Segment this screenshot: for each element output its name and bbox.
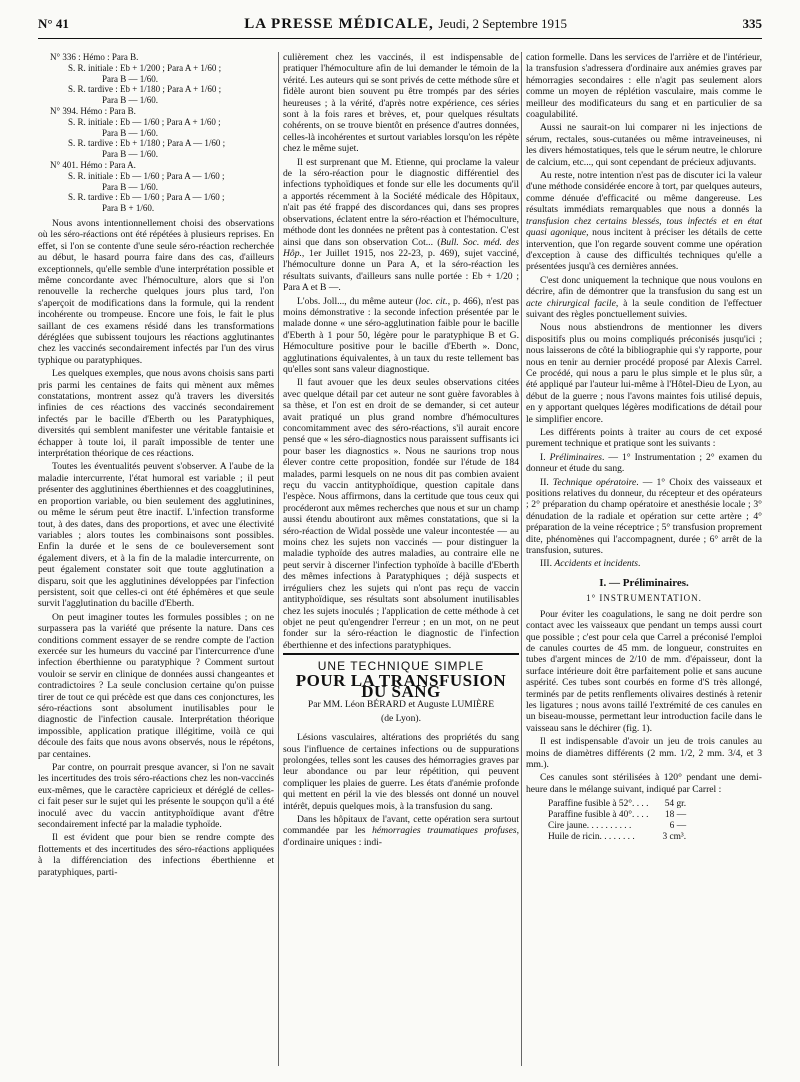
- paragraph: [283, 157, 519, 294]
- outline-item: [526, 452, 762, 475]
- citation: loc. cit.: [418, 295, 448, 307]
- table-row: [548, 810, 690, 821]
- paragraph: [283, 296, 519, 376]
- text-run: . — 1° Choix des vaisseaux et positions relatives du donneur, du récepteur et des opérateurs ; 2° préparation du champ opératoire et anesthésie locale ; 3° dénudation de la radiale et opération sur cette artère ; 4° préparation de la veine réceptrice ; 5° transfusion proprement dite, phénomènes qui l'accompagnent, durée ; 6° arrêt de la transfusion, sutures.: [526, 476, 762, 557]
- emphasis: Préliminaires: [549, 451, 602, 463]
- paragraph: Ces canules sont stérilisées à 120° pendant une demi-heure dans le mélange suivant, indiqué par Carrel :: [526, 772, 762, 795]
- text-run: Au reste, notre intention n'est pas de discuter ici la valeur d'une méthode considérée encore à tort, par quelques auteurs, comme dénuée d'efficacité ou même dangereuse. Les résultats immédiats remarquables que nous a donnés la: [526, 170, 762, 216]
- citation: Bull. Soc. méd. des Hôp.: [283, 236, 519, 259]
- page-number: 335: [742, 16, 762, 31]
- emphasis: acte chirurgical facile: [526, 297, 616, 309]
- article-place: (de Lyon).: [381, 712, 421, 724]
- ingredient: Huile de ricin. . . . . . . .: [548, 832, 635, 843]
- emphasis: transfusion chez certains blessés, tous infectés et en état quasi agonique: [526, 215, 762, 239]
- column-1: [38, 52, 274, 880]
- paragraph: Les quelques exemples, que nous avons choisis sans parti pris parmi les centaines de faits qui mènent aux mêmes constatations, montrent assez qu'à travers les diversités infinies de ces réactions des vaccinés secondairement infectés par le bacille d'Eberth ou les Paratyphiques, diversités qui semblent manifester une véritable fantaisie et échapper à toute loi, il paraît impossible de tenter une interprétation théorique de ces réactions.: [38, 368, 274, 460]
- emphasis: Accidents et incidents: [554, 558, 639, 570]
- observation-line: S. R. initiale : Eb — 1/60 ; Para A — 1/60 ;: [68, 170, 225, 181]
- subsection-heading: 1° INSTRUMENTATION.: [586, 593, 702, 604]
- emphasis: hémorragies traumatiques profuses: [372, 825, 517, 837]
- paragraph: Toutes les éventualités peuvent s'observer. A l'aube de la maladie intercurrente, l'état humoral est variable ; il peut présenter des agglutinines éberthiennes et des coagglutinines, en proportion variable, ou bien seulement des agglutinines, ou même le sérum peut être inactif. L'infection transforme tout, à des dates, dans des proportions, et avec une électivité variables ; alors toutes les combinaisons sont possibles. Enfin la durée et le sens de ce bouleversement sont également divers, et à la fin de la maladie intercurrente, on peut également constater soit que toute agglutination a disparu, soit que les agglutinines développées par l'infection persistent, soit que celles-ci ont été éphémères et que seule survit l'agglutination du bacille d'Eberth.: [38, 461, 274, 610]
- observation-line: Para B + 1/60.: [102, 203, 155, 214]
- paragraph: Les différents points à traiter au cours de cet exposé purement technique et pratique sont les suivants :: [526, 427, 762, 450]
- column-rule: [521, 52, 522, 1066]
- column-rule: [278, 52, 279, 1066]
- issue-date: Jeudi, 2 Septembre 1915: [438, 16, 568, 31]
- paragraph: Pour éviter les coagulations, le sang ne doit perdre son contact avec les vaisseaux que pendant un temps aussi court que possible ; c'est pour cela que Carrel a préconisé l'emploi de canules courtes de 45 mm. de longueur, construites en tubes d'argent minces de 2/10 de mm. d'épaisseur, dont la surface intérieure doit être parfaitement polie et sans aucune aspérité. Ces tubes sont courbés en forme d'S très allongé, terminés par de petits renflements olivaires destinés à retenir les ligatures ; nous avons taillé l'extrémité de ces canules en un biseau-mousse, permettant leur introduction facile dans le vaisseau sans le déchirer (fig. 1).: [526, 608, 762, 734]
- text-run: . — 1° Instrumentation ; 2° examen du donneur et étude du sang.: [526, 451, 763, 475]
- article-title: POUR LA TRANSFUSION DU SANG: [295, 670, 507, 701]
- observation-line: S. R. tardive : Eb — 1/60 ; Para A — 1/60 ;: [68, 192, 225, 203]
- ingredient: Paraffine fusible à 52°. . . .: [548, 799, 649, 810]
- observation-line: Para B — 1/60.: [102, 95, 158, 106]
- text-run: Il est surprenant que M. Etienne, qui proclame la valeur de la séro-réaction pour le diagnostic différentiel des infections typhoïdiques et fonde sur elle les documents qu'il a apportés récemment à la Société médicale des Hôpitaux, n'ait pas été frappé des discordances qui, dans ses propres observations, éclatent entre la séro-réaction et l'hémoculture, méthode dont les données ne prêtent pas à contestation. C'est ainsi que dans son observation Cot... (: [283, 156, 519, 248]
- paragraph: Lésions vasculaires, altérations des propriétés du sang sous l'influence de certaines infections ou de suppurations prolongées, telles sont les causes des hémorragies graves par leur abondance ou par leur répétition, qui peuvent compliquer les plaies de guerre. Les états d'anémie profonde qui mettent en péril la vie des blessés ont donné un nouvel intérêt, depuis quelques mois, à la transfusion du sang.: [283, 732, 519, 812]
- text-run: C'est donc uniquement la technique que nous voulons en décrire, afin de démontrer que la transfusion du sang est un: [526, 274, 762, 298]
- paragraph: Aussi ne saurait-on lui comparer ni les injections de sérum, rectales, sous-cutanées ou même intraveineuses, ni les divers hémostatiques, tels que le sérum neutre, le chlorure de calcium, etc..., qui sont cependant de précieux adjuvants.: [526, 122, 762, 168]
- emphasis: Technique opératoire: [552, 476, 637, 488]
- observation-line: S. R. initiale : Eb — 1/60 ; Para A + 1/60 ;: [68, 116, 221, 127]
- text-run: , p. 466), n'est pas moins démonstrative : la seconde infection présentée par le malade donne « une séro-agglutination faible pour le bacille d'Eberth à 1 pour 50, légère pour le paratyphique B et G. Hémoculture positive pour le bacille d'Eberth ». Donc, agglutinations équivalentes, à un taux du reste tellement bas qu'elles sont sans valeur diagnostique.: [283, 295, 519, 375]
- paragraph: Par contre, on pourrait presque avancer, si l'on ne savait les incertitudes des trois séro-réactions chez les non-vaccinés eux-mêmes, que le caractère capricieux et déréglé de celles-ci fait peser sur le sujet qui les présente le soupçon qu'il a été inoculé avec du vaccin antityphoïdique avant d'être secondairement infecté par la maladie typhoïde.: [38, 762, 274, 831]
- page-header: [38, 16, 762, 39]
- composition-table: [548, 799, 690, 843]
- observation-line: N° 394. Hémo : Para B.: [50, 105, 136, 116]
- paragraph: Nous nous abstiendrons de mentionner les divers dispositifs plus ou moins compliqués préconisés jusqu'ici ; nous laisserons de côté la bibliographie qui s'y rapporte, pour nous en tenir au dernier procédé proposé par Alexis Carrel. Ce procédé, qui nous a paru le plus simple et le plus sûr, a été appliqué par l'auteur lui-même à l'Hôtel-Dieu de Lyon, au début de la guerre ; nous l'avons maintes fois utilisé depuis, en y apportant quelques légères modifications de détail pour le simplifier encore.: [526, 322, 762, 425]
- outline-list: [526, 452, 762, 570]
- article-heading: [283, 653, 519, 724]
- observation-list: [38, 52, 274, 214]
- paragraph: Il est évident que pour bien se rendre compte des flottements et des incertitudes des séro-réactions appliquées à la différenciation des infections éberthienne et paratyphiques, parti-: [38, 832, 274, 878]
- outline-item: [526, 558, 762, 569]
- article-kicker: UNE TECHNIQUE SIMPLE: [317, 659, 485, 674]
- quantity: 54 gr.: [664, 799, 687, 810]
- text-run: , d'ordinaire uniques : indi-: [283, 825, 520, 848]
- observation-line: Para B — 1/60.: [102, 127, 158, 138]
- issue-number: N° 41: [38, 16, 69, 31]
- outline-item: [526, 477, 762, 557]
- paragraph: [283, 814, 519, 848]
- paragraph: Il est indispensable d'avoir un jeu de trois canules au moins de diamètres différents (2 mm. 1/2, 2 mm. 3/4, et 3 mm.).: [526, 736, 762, 770]
- text-run: I.: [540, 451, 550, 463]
- text-run: .: [638, 558, 641, 570]
- text-run: , 1er Juillet 1915, nos 22-23, p. 469), sujet vacciné, l'hémoculture donne un Para A, et la séro-réaction les résultats suivants, d'ailleurs sans nulle portée : Eb + 1/20 ; Para A et B —.: [283, 247, 519, 294]
- table-row: [548, 799, 690, 810]
- paragraph: Il faut avouer que les deux seules observations citées avec quelque détail par cet auteur ne sont guère favorables à sa thèse, et l'on est en droit de se demander, si cet auteur avait pratiqué un plus grand nombre d'hémocultures concomitamment avec des séro-réactions, s'il aurait encore pensé que « les séro-diagnostics nous paraissent suffisants ici pour baser les diagnostics ». Nous ne saurions trop nous élever contre cette proposition, fondée sur l'étude de 184 malades, parmi lesquels on ne nous dit pas combien avaient reçu du vaccin antityphoïdique, question capitale dans l'espèce. Nous affirmons, dans la certitude que tous ceux qui procéderont aux mêmes recherches que nous et sur un champ aussi étendu aboutiront aux mêmes constatations, que si la séro-réaction de Widal possède une valeur incontestée — au moins chez les sujets non vaccinés — pour distinguer la maladie typhoïde des autres maladies, au contraire elle ne peut servir à discerner l'infection typhoïde à bacille d'Eberth des mêmes infections à Paratyphiques ; déjà suspects et irréguliers chez les sujets qui n'ont pas reçu de vaccin antityphoïdique, ses résultats sont absolument inutilisables chez les sujets inoculés ; l'application de cette méthode à cet objet ne peut qu'engendrer l'erreur ; en un mot, on ne peut fonder sur la séro-réaction le diagnostic de l'infection éberthienne et des infections paratyphiques.: [283, 377, 519, 651]
- observation-line: S. R. initiale : Eb + 1/200 ; Para A + 1/60 ;: [68, 62, 222, 73]
- paragraph: On peut imaginer toutes les formules possibles ; on ne surpassera pas la variété que présente la nature. Dans ces conditions comment essayer de se rendre compte de l'action exercée sur les humeurs du vacciné par l'intercurrence d'une infection éberthienne ou paratyphique ? Comment surtout vouloir se servir en clinique de données aussi changeantes et contradictoires ? La seule conclusion certaine qu'on puisse tirer de tout ce qui précède est que dans ces conjonctures, les séro-réactions sont absolument inutilisables pour le diagnostic de l'infection causale. Interprétation théorique impossible, application pratique illégitime, voilà ce qui découle des faits que nous avons observés, nous le répétons, par centaines.: [38, 611, 274, 760]
- quantity: 18 —: [664, 810, 687, 821]
- observation-line: S. R. tardive : Eb + 1/180 ; Para A — 1/60 ;: [68, 138, 226, 149]
- observation-line: Para B — 1/60.: [102, 149, 158, 160]
- table-row: [548, 821, 690, 832]
- text-run: III.: [540, 558, 555, 570]
- observation-line: Para B — 1/60.: [102, 181, 158, 192]
- article-authors: Par MM. Léon BÉRARD et Auguste LUMIÈRE: [307, 699, 495, 711]
- text-run: Dans les hôpitaux de l'avant, cette opération sera surtout commandée par les: [283, 814, 519, 837]
- journal-title: [244, 16, 567, 33]
- observation-line: N° 401. Hémo : Para A.: [50, 159, 136, 170]
- paragraph: [526, 275, 762, 321]
- text-run: II.: [540, 476, 553, 488]
- paragraph: Nous avons intentionnellement choisi des observations où les séro-réactions ont été répétées à plusieurs reprises. En effet, si l'on se contente d'une seule séro-réaction recherchée au début, le hasard pourra faire dans des cas, d'ailleurs exceptionnels, qu'elle semble d'une interprétation possible et même concordante avec l'hémoculture, alors que si l'on renouvelle la recherche quelques jours plus tard, l'on s'aperçoit de modifications dans la formule, qui la rendent incohérente ou trompeuse. Encore une fois, le fait le plus saillant de ces examens résidé dans les transformations déréglées que subissent toujours les réactions agglutinantes chez les vaccinés secondairement infectés par l'un des virus typhique ou paratyphiques.: [38, 217, 274, 366]
- text-run: , nous incitent à préciser les détails de cette intervention, que l'on regarde souvent comme une opération d'exception à cause des difficultés techniques qu'elle a présentées jusqu'à ces dernières années.: [526, 227, 762, 273]
- paragraph: [526, 170, 762, 273]
- ingredient: Paraffine fusible à 40°. . . .: [548, 810, 649, 821]
- observation-line: N° 336 : Hémo : Para B.: [50, 52, 139, 62]
- text-run: L'obs. Joll..., du même auteur (: [297, 295, 419, 307]
- column-2: [283, 52, 519, 850]
- column-3: [526, 52, 762, 843]
- quantity: 6 —: [669, 821, 687, 832]
- text-run: , à la seule condition de l'effectuer suivant des règles ponctuellement suivies.: [526, 297, 762, 320]
- paragraph: cation formelle. Dans les services de l'arrière et de l'intérieur, la transfusion s'adressera d'ordinaire aux anémies graves par hémorragies secondaires : elle n'agit pas seulement alors comme un moyen de réplétion vasculaire, mais comme le meilleur des modificateurs du sang et en particulier de sa coagulabilité.: [526, 52, 762, 121]
- table-row: [548, 832, 690, 843]
- observation-line: Para B — 1/60.: [102, 73, 158, 84]
- paragraph: culièrement chez les vaccinés, il est indispensable de pratiquer l'hémoculture afin de lui demander le témoin de la vérité. Les auteurs qui se sont privés de cette méthode sûre et fidèle auront bien souvent pu être trompés par des séries heureuses ; à la vérité, d'après notre expérience, ces séries sont à la fois rares et brèves, et, pour quelques résultats cohérents, on se trouve bientôt en présence d'autres données, celles-là incohérentes et surtout variables lorsqu'on les répète chez le même sujet.: [283, 52, 519, 155]
- journal-name: LA PRESSE MÉDICALE,: [244, 16, 434, 32]
- ingredient: Cire jaune. . . . . . . . . .: [548, 821, 632, 832]
- quantity: 3 cm³.: [662, 832, 687, 843]
- section-heading: I. — Préliminaires.: [599, 576, 689, 589]
- observation-line: S. R. tardive : Eb + 1/180 ; Para A + 1/60 ;: [68, 84, 222, 95]
